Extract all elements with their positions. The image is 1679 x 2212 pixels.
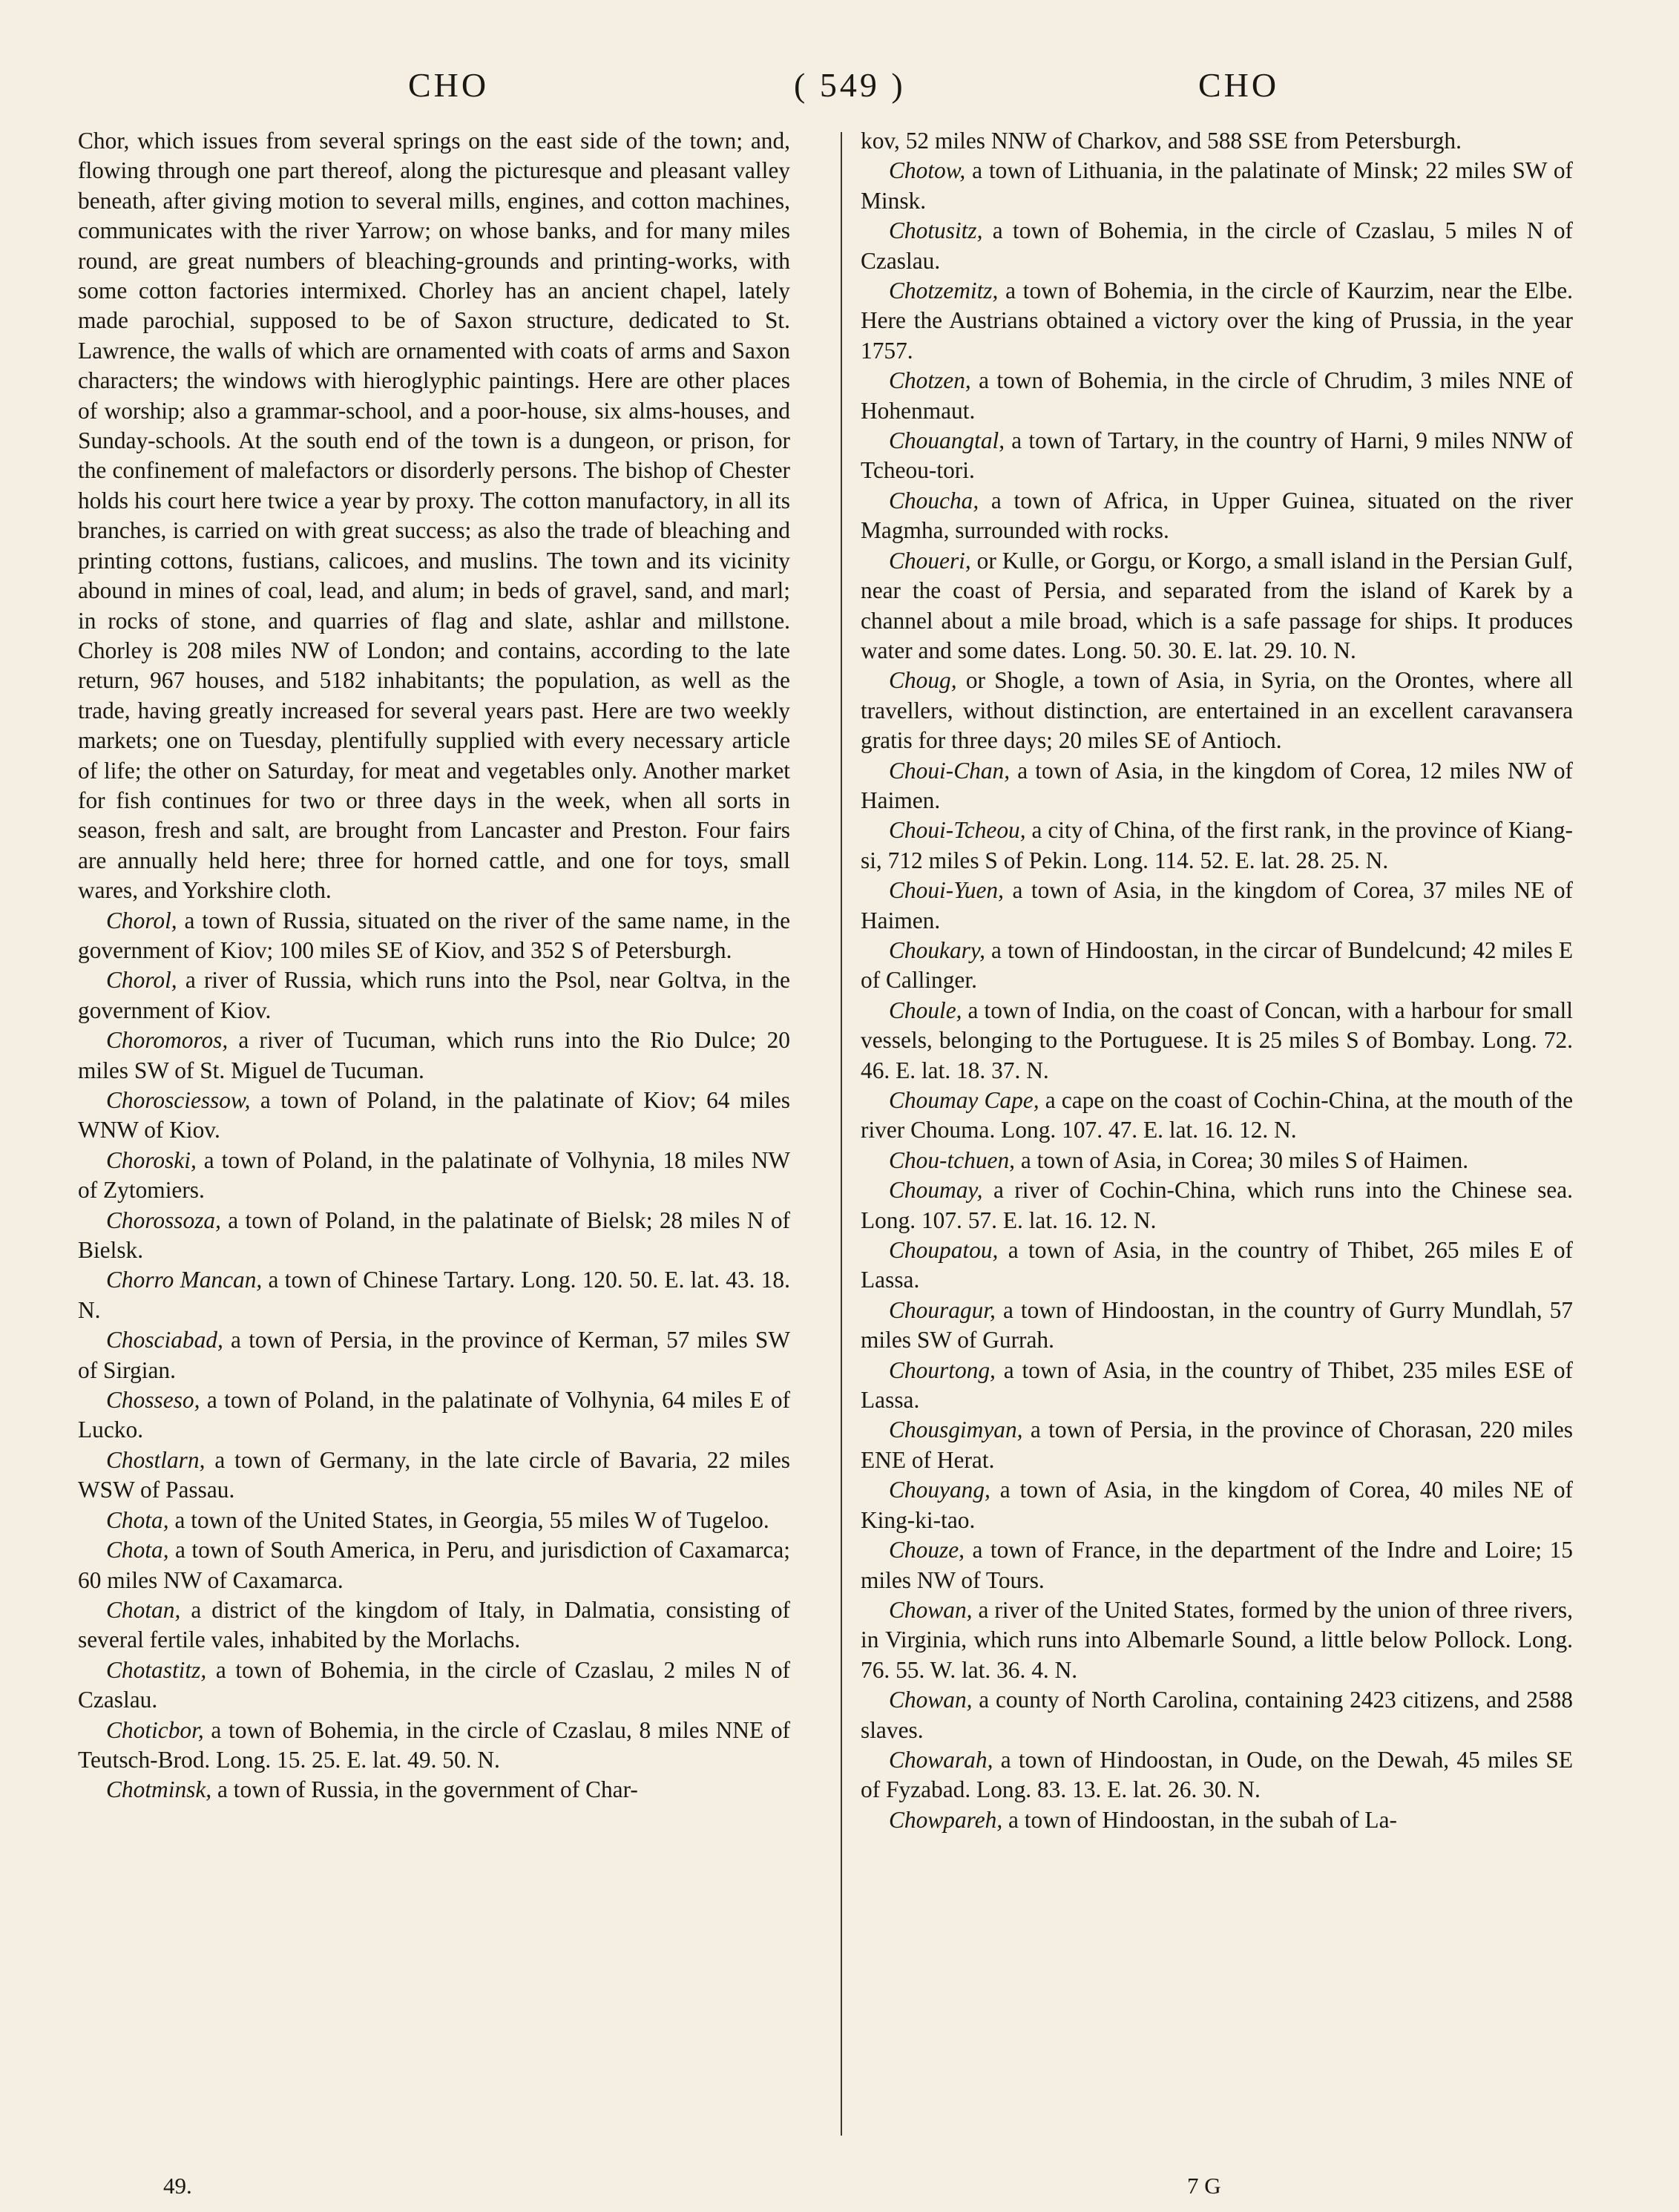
gazetteer-entry: [861, 1595, 1573, 1685]
gazetteer-entry: [861, 666, 1573, 755]
entry-headword: Choumay Cape,: [889, 1087, 1039, 1113]
entry-text: a county of North Carolina, containing 2423 citizens, and 2588 slaves.: [861, 1687, 1573, 1743]
entry-text: a town of Bohemia, in the circle of Czaslau, 2 miles N of Czaslau.: [78, 1656, 790, 1713]
gazetteer-entry: [78, 906, 790, 966]
entry-text: a town of Bohemia, in the circle of Czaslau, 8 miles NNE of Teutsch-Brod. Long. 15. 25. E. lat. 49. 50. N.: [78, 1716, 790, 1773]
entry-headword: Chousgimyan,: [889, 1417, 1023, 1443]
entry-text: a town of Asia, in the kingdom of Corea, 37 miles NE of Haimen.: [861, 877, 1573, 933]
entry-headword: Chowarah,: [889, 1746, 993, 1773]
gazetteer-entry: [861, 815, 1573, 876]
entry-headword: Choueri,: [889, 547, 971, 574]
gazetteer-entry: [861, 156, 1573, 216]
right-column: [861, 126, 1573, 1835]
gazetteer-entry: [861, 276, 1573, 366]
entry-headword: Chowan,: [889, 1687, 973, 1713]
gazetteer-entry: [861, 1745, 1573, 1805]
entry-headword: Chorro Mancan,: [106, 1267, 263, 1293]
entry-headword: Chourtong,: [889, 1356, 996, 1383]
entry-headword: Choucha,: [889, 487, 979, 513]
entry-text: a river of Tucuman, which runs into the Rio Dulce; 20 miles SW of St. Miguel de Tucuman.: [78, 1027, 790, 1083]
entry-headword: Choui-Yuen,: [889, 877, 1004, 904]
entry-headword: Chorosciessow,: [106, 1087, 251, 1113]
entry-text: a district of the kingdom of Italy, in Dalmatia, consisting of several fertile vales, inhabited by the Morlachs.: [78, 1596, 790, 1653]
entry-text: a town of Asia, in Corea; 30 miles S of Haimen.: [1015, 1146, 1469, 1173]
gazetteer-entry: [861, 1805, 1573, 1835]
gazetteer-entry: [861, 546, 1573, 666]
entry-headword: Chowan,: [889, 1596, 973, 1623]
entry-text: a town of Hindoostan, in the circar of Bundelcund; 42 miles E of Callinger.: [861, 936, 1573, 994]
gazetteer-entry: [78, 1595, 790, 1655]
gazetteer-entry: [861, 1086, 1573, 1146]
entry-headword: Chotow,: [889, 157, 966, 184]
gazetteer-entry: [78, 1445, 790, 1506]
entry-headword: Chorol,: [106, 967, 177, 994]
gazetteer-entry: [861, 1415, 1573, 1475]
entry-headword: Chotminsk,: [106, 1776, 212, 1803]
entry-text: a town of Asia, in the country of Thibet, 265 miles E of Lassa.: [861, 1237, 1573, 1293]
page-number: ( 549 ): [794, 66, 906, 104]
entry-text: a town of Bohemia, in the circle of Kaurzim, near the Elbe. Here the Austrians obtained a victory over the king of Prussia, in the year 1757.: [861, 278, 1573, 364]
entry-headword: Chotusitz,: [889, 217, 983, 244]
left-column: [78, 126, 790, 1805]
gazetteer-entry: [78, 1325, 790, 1385]
entry-headword: Choukary,: [889, 936, 985, 963]
gazetteer-entry: [861, 486, 1573, 546]
entry-headword: Chosseso,: [106, 1387, 200, 1414]
gazetteer-entry: [861, 996, 1573, 1086]
entry-headword: Choui-Chan,: [889, 757, 1011, 784]
gazetteer-entry: [78, 126, 790, 906]
gazetteer-entry: [78, 1716, 790, 1776]
gazetteer-entry: [861, 1175, 1573, 1235]
gazetteer-entry: [861, 1356, 1573, 1416]
entry-text: a town of France, in the department of the Indre and Loire; 15 miles NW of Tours.: [861, 1537, 1573, 1593]
entry-text: a town of the United States, in Georgia, 55 miles W of Tugeloo.: [168, 1506, 769, 1533]
entry-text: a town of Poland, in the palatinate of Volhynia, 64 miles E of Lucko.: [78, 1387, 790, 1443]
entry-headword: Chouangtal,: [889, 427, 1005, 454]
gazetteer-entry: [78, 1775, 790, 1805]
entry-headword: Chosciabad,: [106, 1327, 223, 1353]
entry-text: a town of Persia, in the province of Kerman, 57 miles SW of Sirgian.: [78, 1327, 790, 1383]
entry-text: a town of Poland, in the palatinate of Bielsk; 28 miles N of Bielsk.: [78, 1207, 790, 1264]
page-footer: [78, 2173, 1554, 2205]
entry-headword: Choupatou,: [889, 1237, 999, 1264]
entry-headword: Chotan,: [106, 1596, 181, 1623]
entry-headword: Chotastitz,: [106, 1656, 207, 1683]
entry-headword: Chorol,: [106, 907, 177, 933]
entry-text: a town of Hindoostan, in the country of Gurry Mundlah, 57 miles SW of Gurrah.: [861, 1296, 1573, 1353]
footer-catchword: 49.: [163, 2173, 192, 2199]
header-left-catchword: CHO: [408, 66, 490, 104]
entry-text: a town of Persia, in the province of Chorasan, 220 miles ENE of Herat.: [861, 1417, 1573, 1473]
entry-text: a town of South America, in Peru, and jurisdiction of Caxamarca; 60 miles NW of Caxamarca.: [78, 1537, 790, 1593]
entry-text: a city of China, of the first rank, in the province of Kiang-si, 712 miles S of Pekin. Long. 114. 52. E. lat. 28. 25. N.: [861, 817, 1573, 873]
entry-headword: Chouragur,: [889, 1296, 996, 1323]
entry-text: a town of Poland, in the palatinate of Kiov; 64 miles WNW of Kiov.: [78, 1087, 790, 1143]
gazetteer-entry: [861, 1146, 1573, 1175]
entry-headword: Chostlarn,: [106, 1446, 206, 1473]
entry-headword: Choromoros,: [106, 1027, 229, 1054]
entry-text: a river of the United States, formed by the union of three rivers, in Virginia, which runs into Albemarle Sound, a little below Pollock. Long. 76. 55. W. lat. 36. 4. N.: [861, 1596, 1573, 1683]
entry-text: a town of Hindoostan, in the subah of La-: [1002, 1806, 1397, 1833]
entry-text: a town of Tartary, in the country of Harni, 9 miles NNW of Tcheou-tori.: [861, 427, 1573, 484]
gazetteer-entry: [861, 426, 1573, 486]
gazetteer-entry: [861, 1535, 1573, 1595]
entry-headword: Chouyang,: [889, 1477, 990, 1503]
entry-headword: Chouze,: [889, 1537, 965, 1563]
entry-headword: Chotzemitz,: [889, 278, 999, 304]
entry-headword: Chorossoza,: [106, 1207, 221, 1233]
entry-text: a town of Bohemia, in the circle of Chrudim, 3 miles NNE of Hohenmaut.: [861, 367, 1573, 424]
entry-headword: Choroski,: [106, 1146, 197, 1173]
entry-text: a town of Bohemia, in the circle of Czaslau, 5 miles N of Czaslau.: [861, 217, 1573, 274]
entry-headword: Chota,: [106, 1506, 169, 1533]
entry-text: a town of Russia, situated on the river of the same name, in the government of Kiov; 100 miles SE of Kiov, and 352 S of Petersburgh.: [78, 907, 790, 963]
gazetteer-entry: [861, 876, 1573, 936]
entry-text: a town of Poland, in the palatinate of Volhynia, 18 miles NW of Zytomiers.: [78, 1146, 790, 1204]
entry-headword: Choticbor,: [106, 1716, 204, 1743]
gazetteer-entry: [861, 1296, 1573, 1356]
gazetteer-entry: [78, 1506, 790, 1535]
gazetteer-entry: [861, 936, 1573, 996]
entry-text: a town of Asia, in the kingdom of Corea, 12 miles NW of Haimen.: [861, 757, 1573, 813]
entry-text: a town of Hindoostan, in Oude, on the Dewah, 45 miles SE of Fyzabad. Long. 83. 13. E. lat. 26. 30. N.: [861, 1746, 1573, 1803]
entry-text: or Shogle, a town of Asia, in Syria, on the Orontes, where all travellers, without distinction, are entertained in an excellent caravansera gratis for three days; 20 miles SE of Antioch.: [861, 667, 1573, 754]
entry-text: kov, 52 miles NNW of Charkov, and 588 SSE from Petersburgh.: [861, 128, 1462, 154]
entry-text: a town of Asia, in the kingdom of Corea, 40 miles NE of King-ki-tao.: [861, 1477, 1573, 1533]
gazetteer-entry: [78, 1086, 790, 1146]
gazetteer-entry: [78, 1265, 790, 1325]
gazetteer-entry: [78, 1655, 790, 1716]
gazetteer-entry: [78, 1385, 790, 1445]
gazetteer-entry: [78, 1535, 790, 1595]
entry-headword: Choumay,: [889, 1177, 983, 1204]
gazetteer-entry: [78, 1206, 790, 1266]
entry-text: a town of Asia, in the country of Thibet, 235 miles ESE of Lassa.: [861, 1356, 1573, 1414]
running-header: [104, 65, 1580, 110]
column-divider: [841, 132, 842, 2136]
gazetteer-entry: [861, 126, 1573, 156]
entry-headword: Chota,: [106, 1537, 169, 1563]
entry-text: a town of Africa, in Upper Guinea, situated on the river Magmha, surrounded with rocks.: [861, 487, 1573, 544]
gazetteer-entry: [861, 1475, 1573, 1535]
entry-headword: Choule,: [889, 997, 962, 1023]
gazetteer-entry: [861, 216, 1573, 276]
entry-text: a river of Cochin-China, which runs into the Chinese sea. Long. 107. 57. E. lat. 16. 12. N.: [861, 1177, 1573, 1233]
entry-text: Chor, which issues from several springs on the east side of the town; and, flowing through one part thereof, along the picturesque and pleasant valley beneath, after giving motion to several mills, engines, and cotton machines, communicates with the river Yarrow; on whose banks, and for many miles round, are great numbers of bleaching-grounds and printing-works, with some cotton factories intermixed. Chorley has an ancient chapel, lately made parochial, supposed to be of Saxon structure, dedicated to St. Lawrence, the walls of which are ornamented with coats of arms and Saxon characters; the windows with hieroglyphic paintings. Here are other places of worship; also a grammar-school, and a poor-house, six alms-houses, and Sunday-schools. At the south end of the town is a dungeon, or prison, for the confinement of malefactors or disorderly persons. The bishop of Chester holds his court here twice a year by proxy. The cotton manufactory, in all its branches, is carried on with great success; as also the trade of bleaching and printing cottons, fustians, calicoes, and muslins. The town and its vicinity abound in mines of coal, lead, and alum; in beds of gravel, sand, and marl; in rocks of stone, and quarries of flag and slate, ashlar and millstone. Chorley is 208 miles NW of London; and contains, according to the late return, 967 houses, and 5182 inhabitants; the population, as well as the trade, having greatly increased for several years past. Here are two weekly markets; one on Tuesday, plentifully supplied with every necessary article of life; the other on Saturday, for meat and vegetables only. Another market for fish continues for two or three days in the week, when all sorts in season, fresh and salt, are brought from Lancaster and Preston. Four fairs are annually held here; three for horned cattle, and one for toys, small wares, and Yorkshire cloth.: [78, 128, 790, 904]
gazetteer-entry: [861, 756, 1573, 816]
entry-text: a town of Chinese Tartary. Long. 120. 50. E. lat. 43. 18. N.: [78, 1267, 790, 1323]
gazetteer-entry: [78, 1146, 790, 1206]
entry-text: a river of Russia, which runs into the Psol, near Goltva, in the government of Kiov.: [78, 967, 790, 1023]
entry-text: or Kulle, or Gorgu, or Korgo, a small island in the Persian Gulf, near the coast of Persia, and separated from the island of Karek by a channel about a mile broad, which is a safe passage for ships. It produces water and some dates. Long. 50. 30. E. lat. 29. 10. N.: [861, 547, 1573, 663]
entry-text: a cape on the coast of Cochin-China, at the mouth of the river Chouma. Long. 107. 47. E. lat. 16. 12. N.: [861, 1087, 1573, 1143]
entry-text: a town of India, on the coast of Concan, with a harbour for small vessels, belonging to the Portuguese. It is 25 miles S of Bombay. Long. 72. 46. E. lat. 18. 37. N.: [861, 997, 1573, 1083]
gazetteer-entry: [78, 965, 790, 1025]
entry-headword: Chotzen,: [889, 367, 971, 394]
entry-headword: Choug,: [889, 667, 957, 694]
signature-mark: 7 G: [1187, 2173, 1221, 2199]
entry-headword: Choui-Tcheou,: [889, 817, 1026, 844]
entry-headword: Chou-tchuen,: [889, 1146, 1015, 1173]
gazetteer-entry: [861, 1235, 1573, 1296]
gazetteer-entry: [861, 1685, 1573, 1745]
gazetteer-entry: [78, 1025, 790, 1086]
entry-headword: Chowpareh,: [889, 1806, 1003, 1833]
entry-text: a town of Russia, in the government of Char-: [211, 1776, 638, 1803]
gazetteer-entry: [861, 366, 1573, 426]
header-right-catchword: CHO: [1198, 66, 1280, 104]
entry-text: a town of Lithuania, in the palatinate of Minsk; 22 miles SW of Minsk.: [861, 157, 1573, 214]
entry-text: a town of Germany, in the late circle of Bavaria, 22 miles WSW of Passau.: [78, 1446, 790, 1503]
